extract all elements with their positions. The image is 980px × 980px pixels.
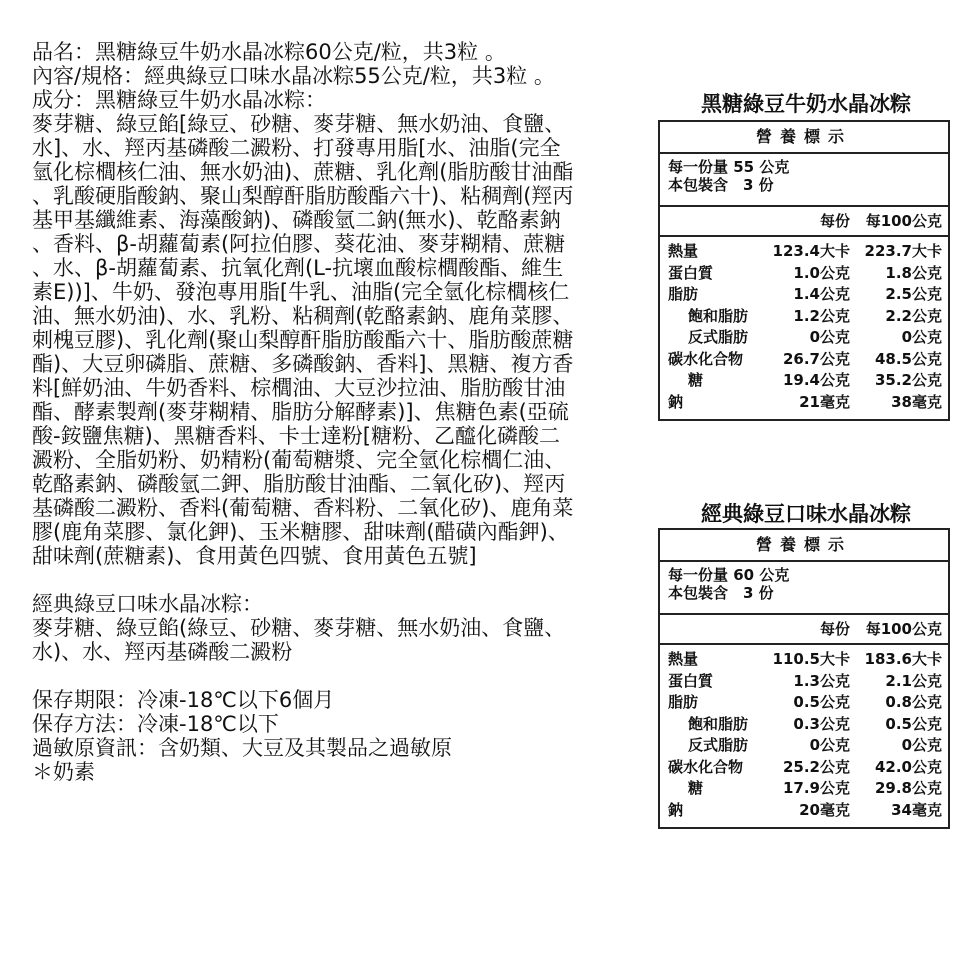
nutrient-name: 鈉 (668, 800, 684, 819)
text-line: 、香料、β-胡蘿蔔素(阿拉伯膠、葵花油、麥芽糊精、蔗糖 (32, 232, 566, 256)
serving-info (660, 154, 948, 207)
ingredients-text (32, 40, 652, 784)
per-serving-value: 20毫克 (799, 800, 850, 819)
nutrition-table (658, 528, 950, 829)
table-row (660, 327, 948, 349)
per-100g-value: 34毫克 (891, 800, 942, 819)
table-row (660, 714, 948, 736)
per-100g-value: 0.5公克 (885, 714, 942, 733)
per-100g-value: 35.2公克 (874, 371, 942, 389)
nutrient-name: 反式脂肪 (688, 328, 749, 346)
per-serving-value: 0公克 (809, 736, 850, 754)
nutrient-name: 碳水化合物 (668, 757, 744, 776)
text-line: 刺槐豆膠)、乳化劑(聚山梨醇酐脂肪酸酯六十、脂肪酸蔗糖 (32, 328, 574, 352)
text-line: 水]、水、羥丙基磷酸二澱粉、打發專用脂[水、油脂(完全 (32, 136, 561, 160)
per-serving-value: 1.3公克 (793, 671, 850, 690)
per-100g-value: 0.8公克 (885, 693, 942, 711)
table-row (660, 692, 948, 714)
text-line: 經典綠豆口味水晶冰粽： (32, 592, 263, 616)
text-line: 麥芽糖、綠豆餡(綠豆、砂糖、麥芽糖、無水奶油、食鹽、 (32, 616, 566, 640)
nutrient-name: 蛋白質 (668, 671, 714, 690)
per-serving-value: 123.4大卡 (772, 242, 850, 260)
table-row (660, 800, 948, 822)
text-line (32, 664, 652, 688)
text-line: 油、無水奶油)、水、乳粉、粘稠劑(乾酪素鈉、鹿角菜膠、 (32, 304, 574, 328)
col-per-serving: 每份 (819, 212, 850, 230)
per-100g-value: 2.1公克 (885, 671, 942, 690)
nutrient-name: 熱量 (668, 242, 699, 260)
table-row (660, 284, 948, 306)
text-line: 素E))]、牛奶、發泡專用脂[牛乳、油脂(完全氫化棕櫚核仁 (32, 280, 570, 304)
per-100g-value: 223.7大卡 (864, 242, 942, 260)
table-row (660, 671, 948, 693)
nutrient-name: 脂肪 (668, 285, 699, 303)
table-row (660, 370, 948, 392)
text-line: 成分：黑糖綠豆牛奶水晶冰粽： (32, 88, 326, 112)
nutrient-name: 反式脂肪 (688, 736, 749, 754)
per-100g-value: 42.0公克 (874, 757, 942, 776)
per-serving-value: 19.4公克 (782, 371, 850, 389)
text-line: 保存方法：冷凍-18℃以下 (32, 712, 279, 736)
per-serving-value: 17.9公克 (782, 779, 850, 797)
text-line: 料[鮮奶油、牛奶香料、棕櫚油、大豆沙拉油、脂肪酸甘油 (32, 376, 566, 400)
text-line: 、水、β-胡蘿蔔素、抗氧化劑(L-抗壞血酸棕櫚酸酯、維生 (32, 256, 564, 280)
per-100g-value: 1.8公克 (885, 263, 942, 282)
text-line: 甜味劑(蔗糖素)、食用黃色四號、食用黃色五號] (32, 544, 477, 568)
nutrition-table (658, 120, 950, 421)
servings-per-package: 本包裝含 3 份 (668, 176, 774, 194)
per-serving-value: 26.7公克 (782, 349, 850, 368)
col-per-serving: 每份 (819, 620, 850, 638)
text-line: 內容/規格：經典綠豆口味水晶冰粽55公克/粒，共3粒 。 (32, 64, 555, 88)
per-serving-value: 0.3公克 (793, 714, 850, 733)
text-line (32, 568, 652, 592)
nutrient-name: 熱量 (668, 650, 699, 668)
nutrient-name: 碳水化合物 (668, 349, 744, 368)
nutrient-name: 飽和脂肪 (688, 714, 749, 733)
column-header (660, 207, 948, 237)
text-line: 、乳酸硬脂酸鈉、聚山梨醇酐脂肪酸酯六十)、粘稠劑(羥丙 (32, 184, 574, 208)
per-serving-value: 1.2公克 (793, 306, 850, 325)
table-row (660, 649, 948, 671)
nutrient-name: 糖 (688, 371, 704, 389)
nutrient-name: 糖 (688, 779, 704, 797)
column-header (660, 615, 948, 645)
table-row (660, 241, 948, 263)
table-row (660, 392, 948, 414)
per-serving-value: 21毫克 (799, 392, 850, 411)
per-100g-value: 38毫克 (891, 392, 942, 411)
nutrient-name: 脂肪 (668, 693, 699, 711)
nutrient-name: 鈉 (668, 392, 684, 411)
per-serving-value: 1.0公克 (793, 263, 850, 282)
per-serving-value: 25.2公克 (782, 757, 850, 776)
per-100g-value: 0公克 (901, 328, 942, 346)
text-line: 麥芽糖、綠豆餡[綠豆、砂糖、麥芽糖、無水奶油、食鹽、 (32, 112, 566, 136)
col-per-100g: 每100公克 (865, 620, 942, 638)
text-line: ＊奶素 (32, 760, 95, 784)
table-row (660, 306, 948, 328)
per-serving-value: 0.5公克 (793, 693, 850, 711)
serving-size: 每一份量 55 公克 (668, 158, 790, 176)
table-row (660, 349, 948, 371)
serving-info (660, 562, 948, 615)
text-line: 基甲基纖維素、海藻酸鈉)、磷酸氫二鈉(無水)、乾酪素鈉 (32, 208, 561, 232)
servings-per-package: 本包裝含 3 份 (668, 584, 774, 602)
text-line: 酸-銨鹽焦糖)、黑糖香料、卡士達粉[糖粉、乙醯化磷酸二 (32, 424, 560, 448)
text-line: 過敏原資訊：含奶類、大豆及其製品之過敏原 (32, 736, 452, 760)
table-row (660, 263, 948, 285)
text-line: 保存期限：冷凍-18℃以下6個月 (32, 688, 335, 712)
table-row (660, 757, 948, 779)
text-line: 膠(鹿角菜膠、氯化鉀)、玉米糖膠、甜味劑(醋磺內酯鉀)、 (32, 520, 569, 544)
per-100g-value: 2.2公克 (885, 306, 942, 325)
text-line: 基磷酸二澱粉、香料(葡萄糖、香料粉、二氧化矽)、鹿角菜 (32, 496, 574, 520)
text-line: 酯、酵素製劑(麥芽糊精、脂肪分解酵素)]、焦糖色素(亞硫 (32, 400, 569, 424)
per-serving-value: 0公克 (809, 328, 850, 346)
nutrient-name: 蛋白質 (668, 263, 714, 282)
per-100g-value: 48.5公克 (874, 349, 942, 368)
per-100g-value: 29.8公克 (874, 779, 942, 797)
table-row (660, 735, 948, 757)
text-line: 乾酪素鈉、磷酸氫二鉀、脂肪酸甘油酯、二氧化矽)、羥丙 (32, 472, 566, 496)
per-100g-value: 2.5公克 (885, 285, 942, 303)
text-line: 酯)、大豆卵磷脂、蔗糖、多磷酸鈉、香料]、黑糖、複方香 (32, 352, 574, 376)
per-100g-value: 183.6大卡 (864, 650, 942, 668)
nutrition-title: 黑糖綠豆牛奶水晶冰粽 (701, 92, 911, 116)
nutrition-title: 經典綠豆口味水晶冰粽 (701, 502, 911, 526)
per-serving-value: 110.5大卡 (772, 650, 850, 668)
nutrient-name: 飽和脂肪 (688, 306, 749, 325)
serving-size: 每一份量 60 公克 (668, 566, 790, 584)
text-line: 澱粉、全脂奶粉、奶精粉(葡萄糖漿、完全氫化棕櫚仁油、 (32, 448, 566, 472)
text-line: 水)、水、羥丙基磷酸二澱粉 (32, 640, 293, 664)
text-line: 品名：黑糖綠豆牛奶水晶冰粽60公克/粒，共3粒 。 (32, 40, 506, 64)
text-line: 氫化棕櫚核仁油、無水奶油)、蔗糖、乳化劑(脂肪酸甘油酯 (32, 160, 574, 184)
nutrition-header: 營養標示 (660, 122, 948, 154)
col-per-100g: 每100公克 (865, 212, 942, 230)
nutrition-header: 營養標示 (660, 530, 948, 562)
per-100g-value: 0公克 (901, 736, 942, 754)
table-row (660, 778, 948, 800)
per-serving-value: 1.4公克 (793, 285, 850, 303)
